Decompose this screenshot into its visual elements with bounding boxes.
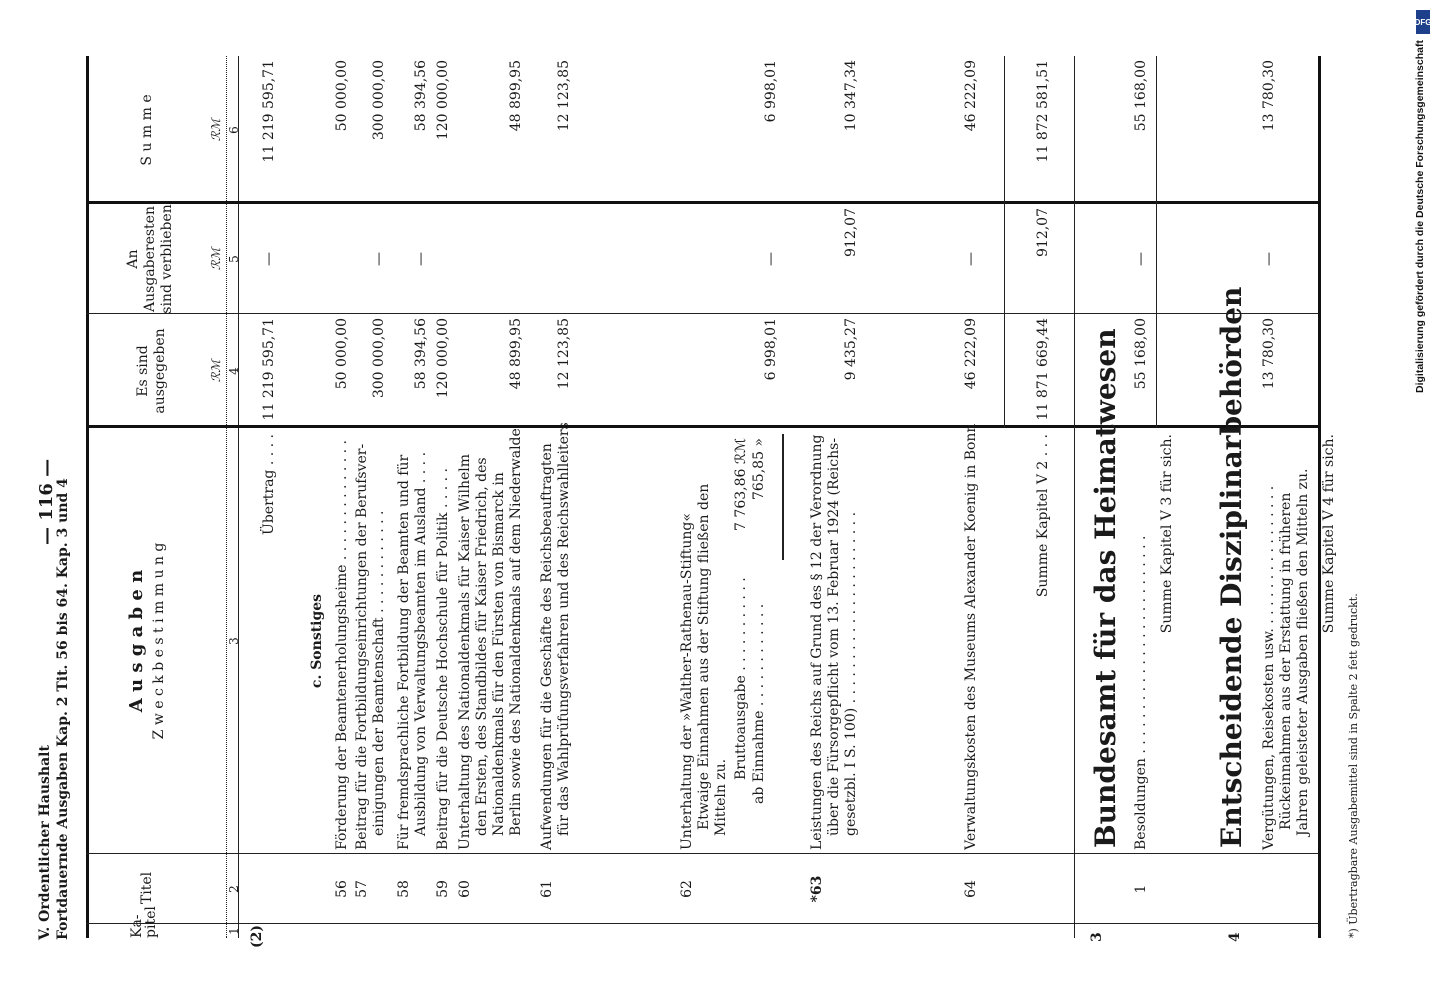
c5-64: — — [963, 252, 979, 266]
text-63-b: über die Fürsorgepflicht vom 13. Februar 1924 (Reichs- — [826, 437, 842, 836]
text-61-b: für das Wahlprüfungsverfahren und des Reichswahlleiters — [556, 422, 572, 836]
kapitel-4-title: Entscheidende Disziplinarbehörden — [1215, 286, 1248, 848]
header-kapitel: Ka- pitel — [129, 906, 159, 938]
rule-after-v2 — [1074, 56, 1075, 938]
text-57-a: Beitrag für die Fortbildungseinrichtungen der Berufsver- — [354, 443, 370, 850]
c4-62: 6 998,01 — [763, 318, 779, 381]
kapitel-3: 3 — [1089, 932, 1105, 942]
header-ausgegeben: Es sind ausgegeben — [135, 328, 168, 414]
text-60-b: den Ersten, des Standbildes für Kaiser Friedrich, des — [474, 457, 490, 836]
text-63-c: gesetzbl. I S. 100) . . . . . . . . . . . . . . . . . . . . . . — [843, 511, 859, 836]
c4-61: 12 123,85 — [556, 318, 572, 390]
titel-62: 62 — [679, 880, 695, 898]
page-number: — 116 — — [36, 458, 57, 545]
rule-sum-v2 — [1004, 56, 1005, 428]
titel-57: 57 — [354, 880, 370, 898]
text-kap4-c: Jahren geleisteter Ausgaben fließen den Mitteln zu. — [1295, 468, 1311, 836]
c5-kap4: — — [1261, 252, 1277, 266]
text-64: Verwaltungskosten des Museums Alexander Koenig in Bonn — [963, 423, 979, 850]
uebertrag-c4: 11 219 595,71 — [261, 318, 277, 421]
titel-63: *63 — [809, 875, 825, 903]
text-kap4-a: Vergütungen, Reisekosten usw. . . . . . . . . . . . . . . . . — [1261, 485, 1277, 850]
c6-kap4: 13 780,30 — [1261, 60, 1277, 132]
text-62-einnahme: ab Einnahme . . . . . . . . . . . . — [751, 603, 767, 804]
text-60-d: Berlin sowie des Nationaldenkmals auf dem Niederwalde — [508, 428, 524, 836]
unit-col6: ℛℳ — [209, 118, 223, 142]
text-59: Beitrag für die Deutsche Hochschule für Politik . . . . . — [435, 467, 451, 850]
c6-60: 48 899,95 — [508, 60, 524, 132]
text-62-brutto: Bruttoausgabe . . . . . . . . . . . — [733, 577, 749, 780]
titel-56: 56 — [334, 880, 350, 898]
sum-v2-c4: 11 871 669,44 — [1035, 318, 1051, 421]
dfg-logo: DFG — [1416, 10, 1430, 34]
c6-56: 50 000,00 — [334, 60, 350, 132]
c5-kap3: — — [1133, 252, 1149, 266]
section-c-heading: c. Sonstiges — [309, 593, 325, 689]
c4-64: 46 222,09 — [963, 318, 979, 390]
uebertrag-c5: — — [261, 252, 277, 266]
c5-63: 912,07 — [843, 208, 859, 257]
text-58-b: Ausbildung von Verwaltungsbeamten im Ausland . . . . — [413, 451, 429, 836]
text-63-a: Leistungen des Reichs auf Grund des § 12 der Verordnung — [809, 434, 825, 850]
titel-60: 60 — [457, 880, 473, 898]
text-62-b: Etwaige Einnahmen aus der Stiftung fließen den — [696, 483, 712, 830]
text-57-b: einigungen der Beamtenschaft . . . . . . . . . . . . — [371, 510, 387, 836]
text-60-a: Unterhaltung des Nationaldenkmals für Kaiser Wilhelm — [457, 453, 473, 850]
titel-64: 64 — [963, 880, 979, 898]
unit-col4: ℛℳ — [209, 359, 223, 383]
c5-62: — — [763, 252, 779, 266]
text-58-a: Für fremdsprachliche Fortbildung der Beamten und für — [396, 454, 412, 850]
text-61-a: Aufwendungen für die Geschäfte des Reichsbeauftragten — [539, 443, 555, 850]
dfg-funding-text: Digitalisierung gefördert durch die Deutsche Forschungsgemeinschaft — [1414, 40, 1426, 393]
titel-61: 61 — [539, 880, 555, 898]
header-titel: Titel — [139, 871, 155, 905]
header-ausgabereste: An Ausgaberesten sind verblieben — [125, 204, 175, 314]
text-kap4-b: Rückeinnahmen aus der Erstattung in früheren — [1278, 492, 1294, 830]
header-ausgaben: A u s g a b e n — [126, 569, 147, 713]
footnote: *) Übertragbare Ausgabemittel sind in Spalte 2 fett gedruckt. — [1347, 593, 1360, 938]
c4-kap3: 55 168,00 — [1133, 318, 1149, 390]
header-summe: S u m m e — [139, 94, 155, 166]
table-top-rule — [86, 56, 89, 938]
c6-62: 6 998,01 — [763, 60, 779, 123]
sum-v2-c6: 11 872 581,51 — [1035, 60, 1051, 163]
c4-63: 9 435,27 — [843, 318, 859, 381]
kapitel-3-title: Bundesamt für das Heimatwesen — [1089, 328, 1122, 848]
sum-v2-c5: 912,07 — [1035, 208, 1051, 257]
titel-59: 59 — [435, 880, 451, 898]
colnum-5: 5 — [227, 255, 241, 263]
section-heading: V. Ordentlicher Haushalt — [37, 745, 53, 940]
value-62-brutto: 7 763,86 ℛℳ — [733, 438, 749, 531]
c6-58: 58 394,56 — [413, 60, 429, 132]
uebertrag-c6: 11 219 595,71 — [261, 60, 277, 163]
value-62-einnahme: 765,85 » — [751, 438, 767, 501]
titel-58: 58 — [396, 880, 412, 898]
colnum-1: 1 — [227, 927, 241, 935]
rule-after-kap3 — [1156, 56, 1157, 428]
unit-col5: ℛℳ — [209, 247, 223, 271]
c6-64: 46 222,09 — [963, 60, 979, 132]
c4-56: 50 000,00 — [334, 318, 350, 390]
text-56: Förderung der Beamtenerholungsheime . . . . . . . . . . . . . . — [334, 440, 350, 850]
colnum-4: 4 — [227, 367, 241, 375]
text-62-c: Mitteln zu. — [713, 758, 729, 836]
c6-61: 12 123,85 — [556, 60, 572, 132]
c6-57: 300 000,00 — [371, 60, 387, 141]
c6-kap3: 55 168,00 — [1133, 60, 1149, 132]
titel-kap3-1: 1 — [1133, 884, 1149, 894]
subtitle: Fortdauernde Ausgaben Kap. 2 Tit. 56 bis 64. Kap. 3 und 4 — [55, 478, 71, 940]
c4-57: 300 000,00 — [371, 318, 387, 399]
header-zweckbestimmung: Z w e c k b e s t i m m u n g — [151, 542, 167, 740]
header-num-rule — [226, 56, 227, 938]
rule-62-subtotal — [782, 434, 784, 560]
text-kap3-1: Besoldungen . . . . . . . . . . . . . . . . . . . . . . . . . — [1133, 535, 1149, 850]
c4-60: 48 899,95 — [508, 318, 524, 390]
colnum-3: 3 — [227, 637, 241, 645]
colnum-2: 2 — [227, 885, 241, 893]
c6-63: 10 347,34 — [843, 60, 859, 132]
c5-57: — — [371, 252, 387, 266]
sum-v2-label: Summe Kapitel V 2 . . . — [1035, 434, 1051, 598]
c4-58: 58 394,56 — [413, 318, 429, 390]
kapitel-4: 4 — [1227, 932, 1243, 942]
colnum-6: 6 — [227, 126, 241, 134]
kapitel-2: (2) — [249, 925, 265, 948]
uebertrag-label: Übertrag . . . . — [261, 434, 277, 535]
text-62-a: Unterhaltung der »Walther-Rathenau-Stiftung« — [679, 513, 695, 850]
c6-59: 120 000,00 — [435, 60, 451, 141]
c5-58: — — [413, 252, 429, 266]
c4-kap4: 13 780,30 — [1261, 318, 1277, 390]
dfg-funding-note — [1414, 8, 1432, 393]
sum-kap3: Summe Kapitel V 3 für sich. — [1159, 434, 1175, 634]
c4-59: 120 000,00 — [435, 318, 451, 399]
sum-kap4: Summe Kapitel V 4 für sich. — [1321, 434, 1337, 634]
text-60-c: Nationaldenkmals für den Fürsten von Bismarck in — [491, 472, 507, 836]
